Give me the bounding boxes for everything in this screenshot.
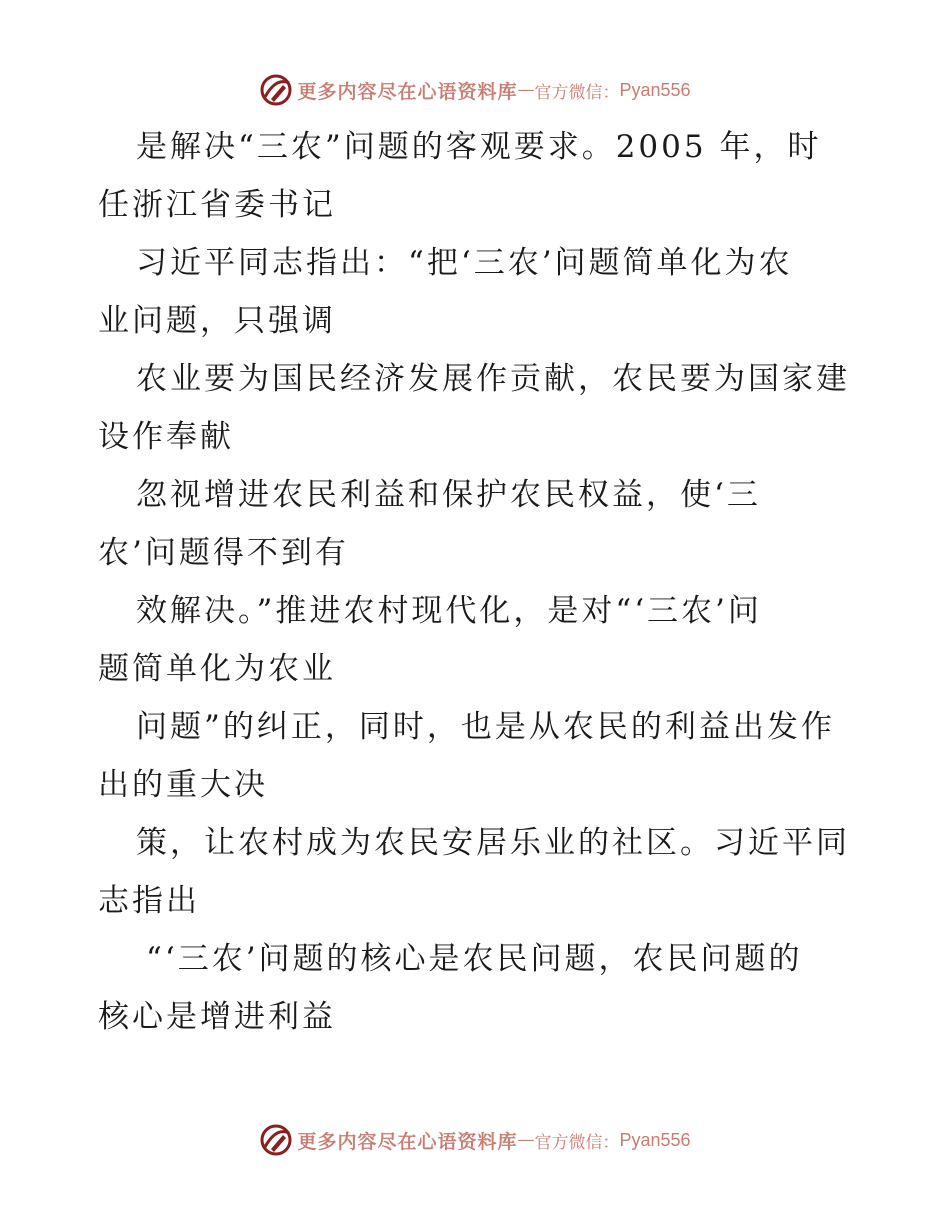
document-line: 习近平同志指出：“把‘三农’问题简单化为农	[136, 245, 793, 281]
document-line: 设作奉献	[98, 419, 234, 455]
header-banner-main-text: 更多内容尽在心语资料库	[297, 80, 518, 103]
footer-banner-wechat-label: 官方微信：	[534, 1132, 620, 1153]
header-banner-dash: —	[517, 80, 535, 100]
document-line: 业问题，只强调	[98, 303, 336, 339]
footer-banner-main-text: 更多内容尽在心语资料库	[297, 1130, 518, 1153]
brand-logo-icon	[259, 1123, 293, 1157]
footer-banner-dash: —	[517, 1130, 535, 1150]
footer-watermark-banner	[0, 1120, 950, 1160]
document-line: 问题”的纠正，同时，也是从农民的利益出发作	[136, 709, 835, 745]
document-line: 农业要为国民经济发展作贡献，农民要为国家建	[136, 361, 850, 397]
header-banner-wechat-label: 官方微信：	[534, 82, 620, 103]
document-line: 出的重大决	[98, 767, 268, 803]
document-line: “‘三农’问题的核心是农民问题，农民问题的	[146, 941, 803, 977]
document-line: 志指出	[98, 883, 200, 919]
document-line: 效解决。”推进农村现代化，是对“‘三农’问	[136, 593, 762, 629]
document-body	[98, 118, 858, 1046]
header-watermark-banner	[0, 70, 950, 110]
header-banner-wechat-id: Pyan556	[619, 79, 691, 100]
document-line: 题简单化为农业	[98, 651, 336, 687]
document-line: 忽视增进农民利益和保护农民权益，使‘三	[136, 477, 761, 513]
brand-logo-icon	[259, 73, 293, 107]
document-line: 策，让农村成为农民安居乐业的社区。习近平同	[136, 825, 850, 861]
document-line: 是解决“三农”问题的客观要求。2005 年，时	[136, 129, 822, 165]
document-line: 任浙江省委书记	[98, 187, 336, 223]
document-line: 核心是增进利益	[98, 999, 336, 1035]
footer-banner-wechat-id: Pyan556	[619, 1129, 691, 1150]
document-line: 农’问题得不到有	[98, 535, 349, 571]
